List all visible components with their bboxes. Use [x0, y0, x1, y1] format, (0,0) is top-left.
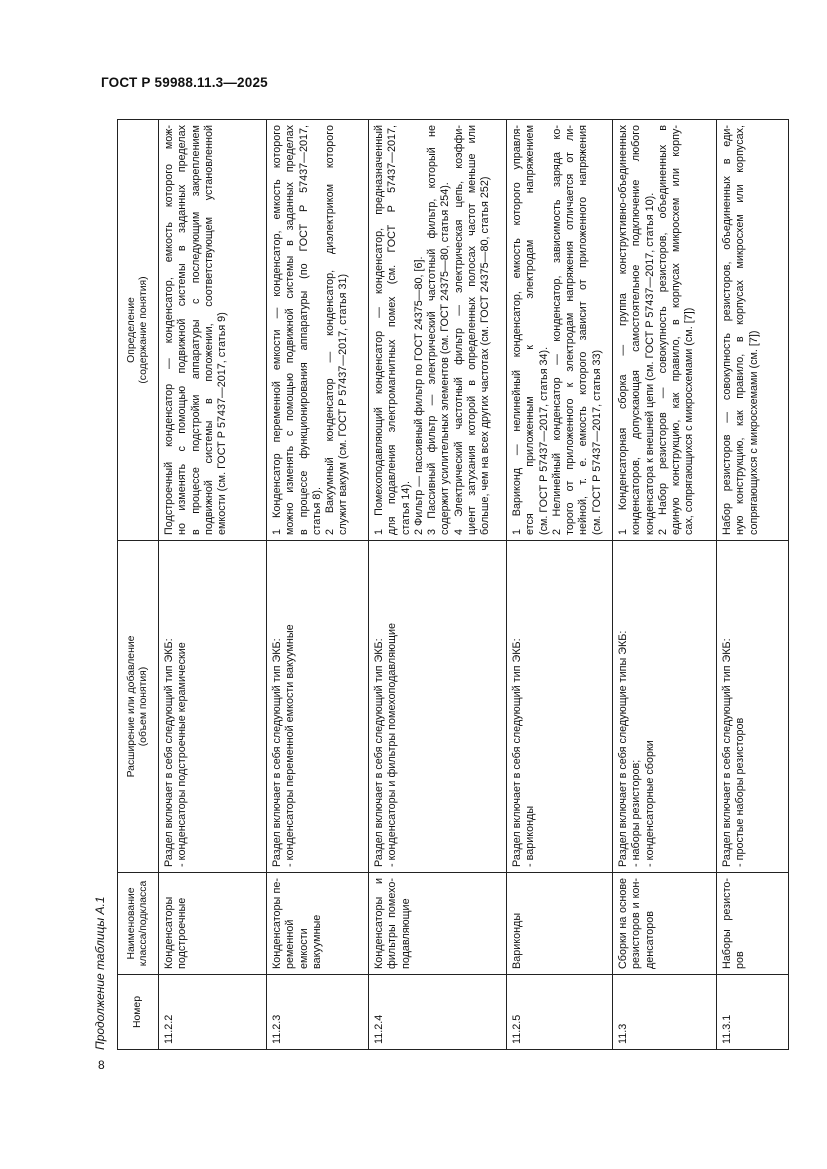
- scope-line: - наборы резисторов;: [630, 759, 643, 867]
- name-line: ременной емкости: [284, 919, 310, 969]
- definition-line: для подавления электромагнитных помех (см. ГОСТ Р 57437—2017,: [386, 125, 399, 535]
- name-line: подстроечные: [176, 897, 189, 969]
- table-header-row: [118, 120, 159, 1050]
- definition-line: (см. ГОСТ Р 57437—2017, статья 33): [590, 349, 603, 535]
- document-header: ГОСТ Р 59988.11.3—2025: [101, 75, 268, 90]
- table-continuation-label: Продолжение таблицы А.1: [93, 896, 107, 1050]
- definition-line: 2 Нелинейный конденсатор — конденсатор, зависимость заряда ко-: [550, 125, 563, 535]
- name-line: фильтры помехо-: [386, 878, 399, 969]
- definition-line: сопрягающихся с микросхемами (см. [7]): [747, 330, 760, 535]
- definition-line: 2 Фильтр — пассивный фильтр по ГОСТ 24375—80, [6].: [412, 256, 425, 535]
- definition-line: ется приложенным к электродам напряжением: [524, 125, 537, 535]
- definition-line: 4 Электрический частотный фильтр — электрическая цепь, коэффи-: [452, 125, 465, 535]
- cell-scope: [159, 541, 267, 873]
- cell-definition: [613, 120, 717, 541]
- definition-line: 3 Пассивный фильтр — электрический частотный фильтр, который не: [426, 125, 439, 535]
- scope-line: - конденсаторы и фильтры помехоподавляющие: [386, 622, 399, 867]
- column-header-class-name: Наименование класса/подкласса: [118, 873, 159, 975]
- cell-class-name: [613, 873, 717, 975]
- definition-line: больше, чем на всех других частотах (см. ГОСТ 24375—80, статья 252): [479, 176, 492, 535]
- cell-scope: [613, 541, 717, 873]
- scope-line: Раздел включает в себя следующий тип ЭКБ:: [721, 638, 733, 867]
- cell-class-name: [159, 873, 267, 975]
- cell-class-name: [267, 873, 369, 975]
- table-row: [613, 120, 717, 1050]
- table-row: [717, 120, 789, 1050]
- cell-scope: [369, 541, 507, 873]
- definition-line: Набор резисторов — совокупность резисторов, объединенных в еди-: [721, 125, 733, 535]
- cell-number: 11.3: [613, 975, 717, 1050]
- definition-line: нейной, т. е. емкость которого зависит от приложенного напряжения: [577, 125, 590, 535]
- cell-definition: [267, 120, 369, 541]
- definition-line: 1 Вариконд — нелинейный конденсатор, емкость которого управля-: [511, 125, 523, 535]
- name-line: Конденсаторы: [163, 896, 175, 969]
- table-row: [159, 120, 267, 1050]
- scope-line: Раздел включает в себя следующий тип ЭКБ:: [373, 638, 385, 867]
- definition-line: конденсатора к внешней цепи (см. ГОСТ Р 57437—2017, статья 10).: [643, 192, 656, 535]
- definition-line: 2 Набор резисторов — совокупность резисторов, объединенных в: [656, 125, 669, 535]
- name-line: Конденсаторы пе-: [271, 878, 283, 969]
- table-row: [267, 120, 369, 1050]
- name-line: Вариконды: [511, 912, 523, 969]
- cell-class-name: [507, 873, 613, 975]
- definition-line: 1 Помехоподавляющий конденсатор — конденсатор, предназначенный: [373, 125, 385, 535]
- scope-line: - конденсаторные сборки: [643, 740, 656, 867]
- definition-line: конденсаторов, допускающая самостоятельное подключение любого: [630, 125, 643, 535]
- definition-line: (см. ГОСТ Р 57437—2017, статья 34).: [537, 346, 550, 535]
- definition-line: 2 Вакуумный конденсатор — конденсатор, диэлектриком которого: [324, 125, 337, 535]
- definition-line: в процессе подстройки аппаратуры с последующим закреплением: [189, 125, 202, 535]
- cell-scope: [267, 541, 369, 873]
- rotated-table-container: [87, 120, 759, 1050]
- scope-line: Раздел включает в себя следующие типы ЭКБ:: [617, 630, 629, 867]
- table-row: [507, 120, 613, 1050]
- definition-line: емкости (см. ГОСТ Р 57437—2017, статья 9): [216, 312, 229, 535]
- column-header-scope: Расширение или добавление (объем понятия): [118, 541, 159, 873]
- name-line: резисторов и кон-: [630, 878, 643, 969]
- table-body: [159, 120, 789, 1050]
- name-line: вакуумные: [310, 914, 323, 969]
- definition-line: статья 8).: [310, 486, 323, 535]
- definition-line: сах, сопрягающихся с микросхемами (см. [7]): [683, 307, 696, 535]
- name-line: Наборы резисто-: [721, 878, 733, 969]
- definition-line: циент затухания которой в определенных полосах частот меньше или: [465, 125, 478, 535]
- definition-line: служит вакуум (см. ГОСТ Р 57437—2017, статья 31): [337, 273, 350, 535]
- cell-number: 11.2.2: [159, 975, 267, 1050]
- column-header-number: Номер: [118, 975, 159, 1050]
- cell-number: 11.3.1: [717, 975, 789, 1050]
- scope-line: - простые наборы резисторов: [734, 717, 747, 867]
- cell-definition: [717, 120, 789, 541]
- cell-class-name: [717, 873, 789, 975]
- definition-line: статья 14).: [399, 480, 412, 535]
- classification-table: [117, 119, 789, 1050]
- table-row: [369, 120, 507, 1050]
- definition-line: 1 Конденсаторная сборка — группа конструктивно-объединенных: [617, 125, 629, 535]
- name-line: подавляющие: [399, 898, 412, 969]
- definition-line: в процессе функционирования аппаратуры (по ГОСТ Р 57437—2017,: [297, 125, 310, 535]
- definition-line: можно изменять с помощью подвижной системы в заданных пределах: [284, 125, 297, 535]
- name-line: денсаторов: [643, 910, 656, 969]
- scope-line: Раздел включает в себя следующий тип ЭКБ:: [271, 638, 283, 867]
- cell-definition: [507, 120, 613, 541]
- cell-class-name: [369, 873, 507, 975]
- scope-line: - конденсаторы подстроечные керамические: [176, 642, 189, 867]
- scope-line: - конденсаторы переменной емкости вакуумные: [284, 624, 297, 867]
- definition-line: содержит усилительных элементов (см. ГОСТ 24375—80, статья 254).: [439, 182, 452, 535]
- cell-number: 11.2.3: [267, 975, 369, 1050]
- definition-line: подвижной системы в положении, соответствующем установленной: [202, 125, 215, 535]
- cell-scope: [507, 541, 613, 873]
- scope-line: Раздел включает в себя следующий тип ЭКБ:: [163, 638, 175, 867]
- definition-line: ную конструкцию, как правило, в корпусах микросхем или корпусах,: [734, 125, 747, 535]
- column-header-definition: Определение (содержание понятия): [118, 120, 159, 541]
- scope-line: Раздел включает в себя следующий тип ЭКБ:: [511, 638, 523, 867]
- cell-definition: [369, 120, 507, 541]
- name-line: Конденсаторы и: [373, 878, 385, 969]
- cell-scope: [717, 541, 789, 873]
- scope-line: - вариконды: [524, 805, 537, 867]
- definition-line: единую конструкцию, как правило, в корпусах микросхем или корпу-: [670, 125, 683, 535]
- cell-number: 11.2.4: [369, 975, 507, 1050]
- cell-definition: [159, 120, 267, 541]
- cell-number: 11.2.5: [507, 975, 613, 1050]
- name-line: ров: [734, 951, 747, 969]
- definition-line: 1 Конденсатор переменной емкости — конденсатор, емкость которого: [271, 125, 283, 535]
- definition-line: но изменять с помощью подвижной системы в заданных пределах: [176, 125, 189, 535]
- name-line: Сборки на основе: [617, 878, 629, 969]
- page-number: 8: [98, 1058, 105, 1072]
- definition-line: торого от приложенного к электродам напряжения отличается от ли-: [564, 125, 577, 535]
- definition-line: Подстроечный конденсатор — конденсатор, емкость которого мож-: [163, 125, 175, 535]
